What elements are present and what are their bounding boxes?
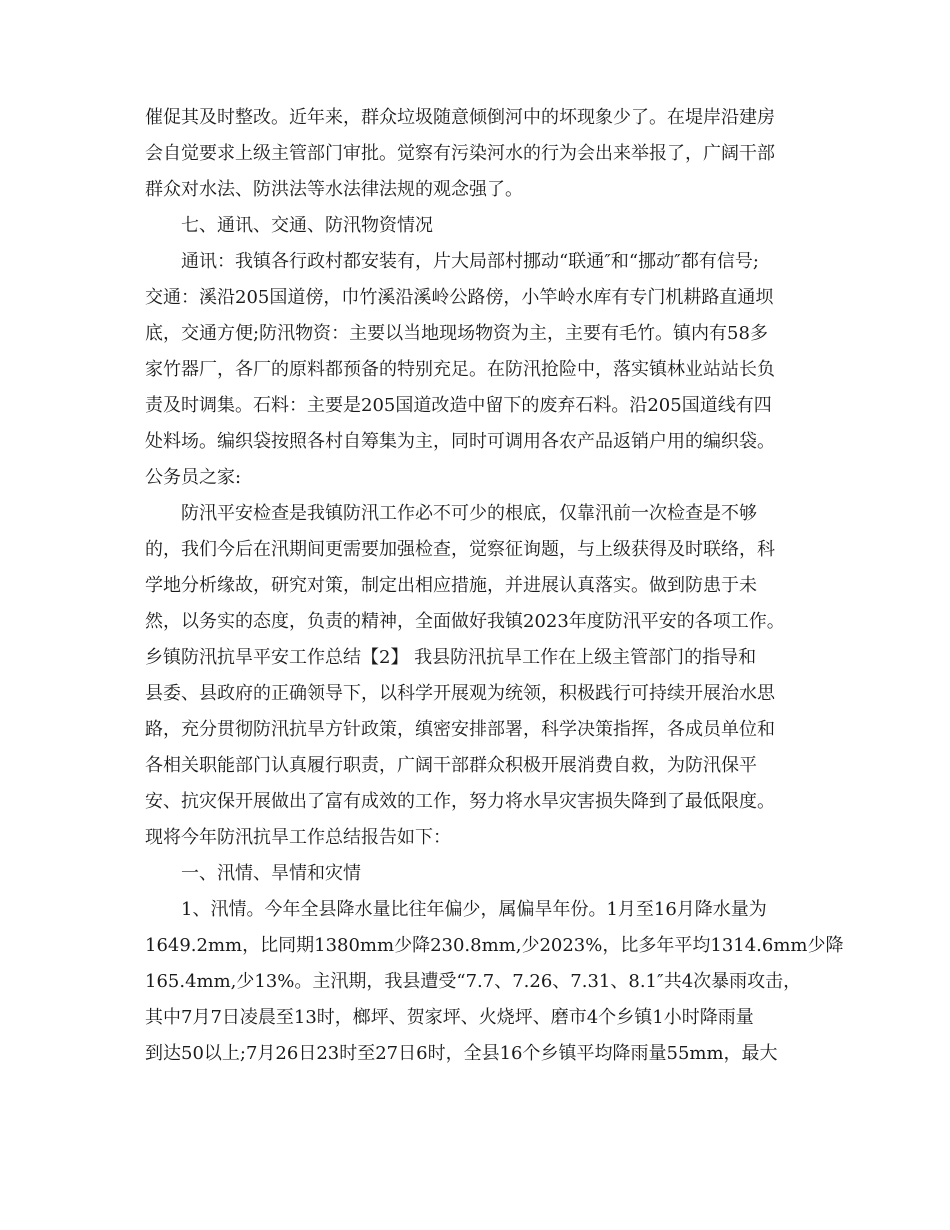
text-line: 底，交通方便;防汛物资：主要以当地现场物资为主，主要有毛竹。镇内有58多 — [145, 323, 768, 344]
text-line: 学地分析缘故，研究对策，制定出相应措施，并进展认真落实。做到防患于未 — [145, 575, 757, 596]
text-line: 然，以务实的态度，负责的精神，全面做好我镇2023年度防汛平安的各项工作。 — [145, 611, 785, 632]
text-line: 处料场。编织袋按照各村自筹集为主，同时可调用各农产品返销户用的编织袋。 — [145, 431, 775, 452]
text-line: 的，我们今后在汛期间更需要加强检查，觉察征询题，与上级获得及时联络，科 — [145, 539, 775, 560]
text-line: 路，充分贯彻防汛抗旱方针政策，缜密安排部署，科学决策指挥，各成员单位和 — [145, 719, 775, 740]
text-line: 1、汛情。今年全县降水量比往年偏少，属偏旱年份。1月至16月降水量为 — [181, 899, 767, 920]
section-heading: 一、汛情、旱情和灾情 — [181, 863, 361, 884]
text-line: 1649.2mm，比同期1380mm少降230.8mm,少2023%，比多年平均1314.6mm少降 — [145, 935, 844, 956]
text-line: 公务员之家: — [145, 467, 242, 488]
text-line: 安、抗灾保开展做出了富有成效的工作，努力将水旱灾害损失降到了最低限度。 — [145, 791, 775, 812]
text-line: 会自觉要求上级主管部门审批。觉察有污染河水的行为会出来举报了，广阔干部 — [145, 143, 775, 164]
text-line: 防汛平安检查是我镇防汛工作必不可少的根底，仅靠汛前一次检查是不够 — [181, 503, 757, 524]
text-line: 165.4mm,少13%。主汛期，我县遭受“7.7、7.26、7.31、8.1″共4次暴雨攻击， — [145, 971, 802, 992]
text-line: 各相关职能部门认真履行职责，广阔干部群众积极开展消费自救，为防汛保平 — [145, 755, 757, 776]
text-line: 通讯：我镇各行政村都安装有，片大局部村挪动“联通″和“挪动″都有信号; — [181, 251, 759, 272]
text-line: 到达50以上;7月26日23时至27日6时，全县16个乡镇平均降雨量55mm，最大 — [145, 1043, 778, 1064]
text-line: 交通：溪沿205国道傍，巾竹溪沿溪岭公路傍，小竿岭水库有专门机耕路直通坝 — [145, 287, 774, 308]
text-line: 现将今年防汛抗旱工作总结报告如下： — [145, 827, 451, 848]
text-line: 催促其及时整改。近年来，群众垃圾随意倾倒河中的坏现象少了。在堤岸沿建房 — [145, 107, 775, 128]
text-line: 乡镇防汛抗旱平安工作总结【2】 我县防汛抗旱工作在上级主管部门的指导和 — [145, 647, 757, 668]
text-line: 家竹器厂，各厂的原料都预备的特别充足。在防汛抢险中，落实镇林业站站长负 — [145, 359, 775, 380]
section-heading: 七、通讯、交通、防汛物资情况 — [181, 215, 433, 236]
text-line: 责及时调集。石料：主要是205国道改造中留下的废弃石料。沿205国道线有四 — [145, 395, 772, 416]
text-line: 群众对水法、防洪法等水法律法规的观念强了。 — [145, 179, 523, 200]
text-line: 其中7月7日凌晨至13时，榔坪、贺家坪、火烧坪、磨市4个乡镇1小时降雨量 — [145, 1007, 754, 1028]
text-line: 县委、县政府的正确领导下，以科学开展观为统领，积极践行可持续开展治水思 — [145, 683, 775, 704]
document-body — [145, 100, 844, 1072]
